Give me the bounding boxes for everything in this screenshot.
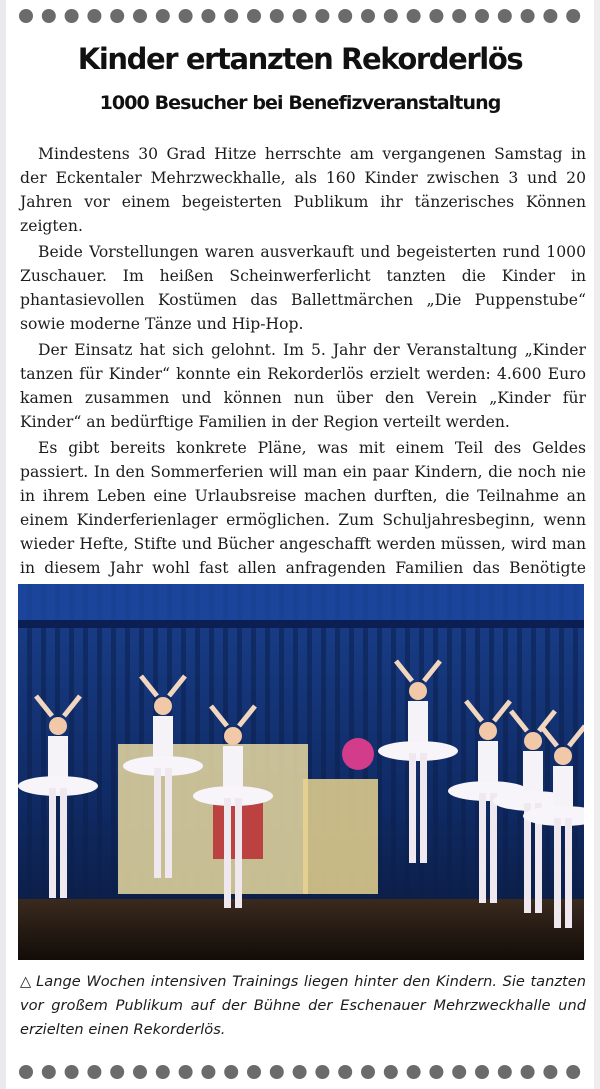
ballet-photo (18, 584, 584, 960)
border-dot (315, 1065, 329, 1079)
border-dot (452, 1065, 466, 1079)
border-dot (521, 9, 535, 23)
page-edge-right (594, 0, 600, 1089)
border-dot (543, 1065, 557, 1079)
ballet-stage-illustration (18, 584, 584, 960)
border-dot (224, 9, 238, 23)
border-dot (42, 1065, 56, 1079)
dotted-border-top (0, 6, 600, 26)
border-dot (201, 1065, 215, 1079)
border-dot (156, 9, 170, 23)
page-edge-left (0, 0, 6, 1089)
border-dot (338, 9, 352, 23)
border-dot (566, 1065, 580, 1079)
border-dot (156, 1065, 170, 1079)
border-dot (65, 9, 79, 23)
border-dot (429, 1065, 443, 1079)
border-dot (19, 9, 33, 23)
border-dot (224, 1065, 238, 1079)
border-dot (179, 9, 193, 23)
border-dot (338, 1065, 352, 1079)
border-dot (475, 1065, 489, 1079)
border-dot (270, 1065, 284, 1079)
photo-caption (20, 970, 586, 1042)
border-dot (110, 9, 124, 23)
border-dot (247, 1065, 261, 1079)
border-dot (498, 9, 512, 23)
border-dot (315, 9, 329, 23)
caption-triangle-icon: △ (20, 973, 33, 990)
border-dot (270, 9, 284, 23)
dotted-border-bottom (0, 1062, 600, 1082)
border-dot (293, 1065, 307, 1079)
border-dot (42, 9, 56, 23)
border-dot (498, 1065, 512, 1079)
border-dot (110, 1065, 124, 1079)
border-dot (452, 9, 466, 23)
paragraph-1: Mindestens 30 Grad Hitze herrschte am vergangenen Samstag in der Eckentaler Mehrzweckhalle, als 160 Kinder zwischen 3 und 20 Jahren vor einem begeisterten Publikum ihr tänzerisches Können zeigten. (20, 145, 586, 235)
paragraph-4: Es gibt bereits konkrete Pläne, was mit einem Teil des Geldes passiert. In den Sommerferien will man ein paar Kindern, die noch nie in ihrem Leben eine Urlaubsreise machen durften, die Teilnahme an einem Kinderferienlager ermöglichen. Zum Schuljahresbeginn, wenn wieder Hefte, Stifte und Bücher angeschafft werden müssen, wird man in diesem Jahr wohl fast allen anfragenden Familien das Benötigte (20, 439, 586, 577)
border-dot (133, 9, 147, 23)
border-dot (247, 9, 261, 23)
paragraph-3: Der Einsatz hat sich gelohnt. Im 5. Jahr der Veranstaltung „Kinder tanzen für Kinder“ konnte ein Rekorderlös erzielt werden: 4.600 Euro kamen zusammen und können nun über den Verein „Kinder für Kinder“ an bedürftige Familien in der Region verteilt werden. (20, 341, 586, 431)
article-body (20, 142, 586, 606)
border-dot (475, 9, 489, 23)
border-dot (361, 9, 375, 23)
border-dot (293, 9, 307, 23)
border-dot (179, 1065, 193, 1079)
border-dot (384, 9, 398, 23)
border-dot (361, 1065, 375, 1079)
subheadline: 1000 Besucher bei Benefizveranstaltung (99, 92, 501, 114)
paragraph-2: Beide Vorstellungen waren ausverkauft und begeisterten rund 1000 Zuschauer. Im heißen Scheinwerferlicht tanzten die Kinder in phantasievollen Kostümen das Ballettmärchen „Die Puppenstube“ sowie moderne Tänze und Hip-Hop. (20, 243, 586, 333)
border-dot (521, 1065, 535, 1079)
border-dot (133, 1065, 147, 1079)
border-dot (407, 1065, 421, 1079)
border-dot (65, 1065, 79, 1079)
border-dot (407, 9, 421, 23)
headline: Kinder ertanzten Rekorderlös (77, 42, 523, 76)
border-dot (566, 9, 580, 23)
stage-floor (18, 899, 584, 960)
border-dot (384, 1065, 398, 1079)
border-dot (87, 1065, 101, 1079)
border-dot (543, 9, 557, 23)
border-dot (87, 9, 101, 23)
border-dot (429, 9, 443, 23)
border-dot (19, 1065, 33, 1079)
caption-text: Lange Wochen intensiven Trainings liegen hinter den Kindern. Sie tanzten vor großem Publikum auf der Bühne der Eschenauer Mehrzweckhalle und erzielten einen Rekorderlös. (20, 973, 586, 1038)
border-dot (201, 9, 215, 23)
